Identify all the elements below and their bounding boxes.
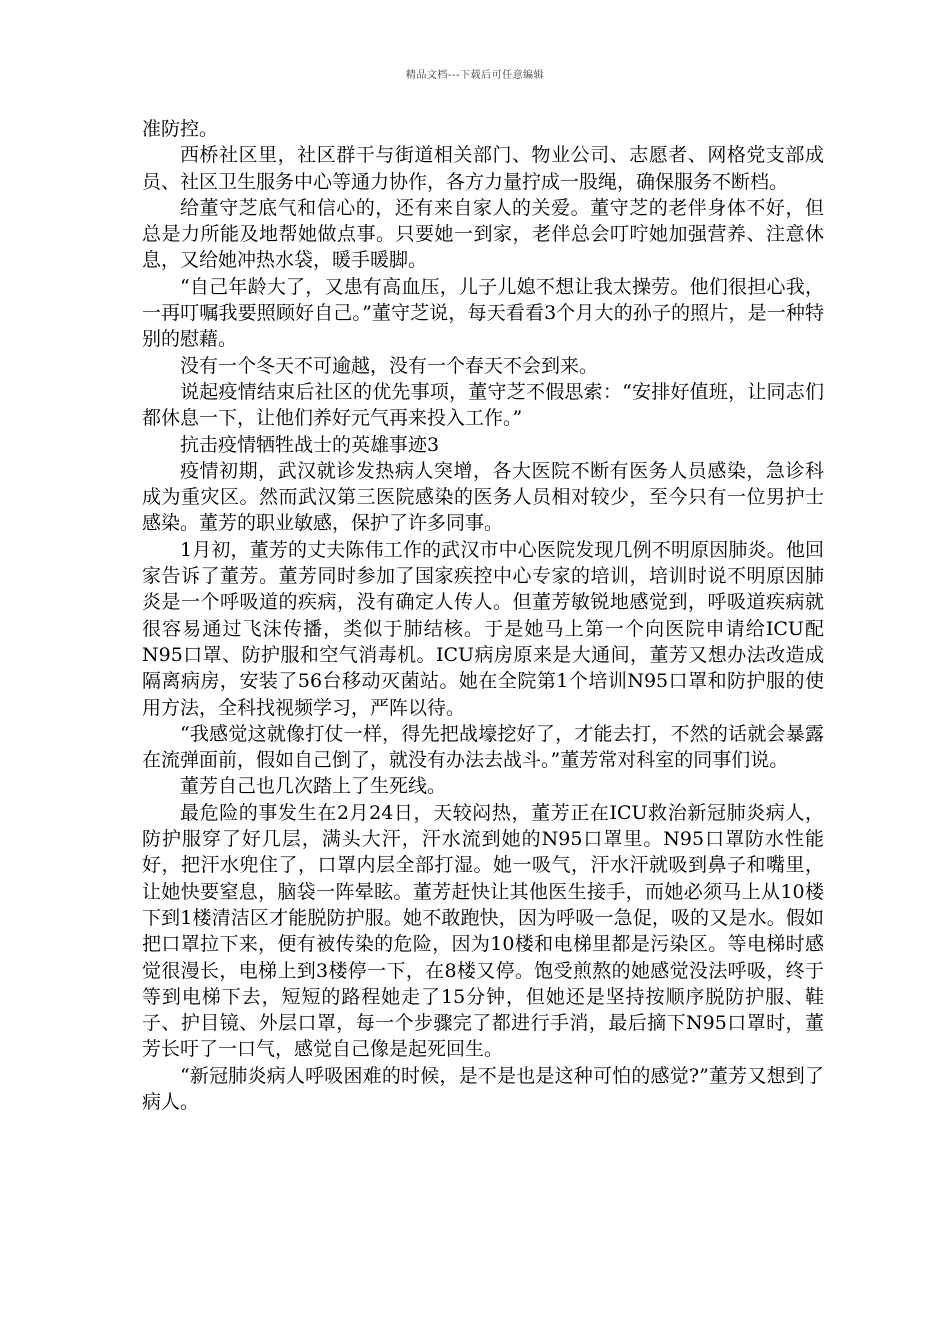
paragraph: “我感觉这就像打仗一样，得先把战壕挖好了，才能去打，不然的话就会暴露在流弹面前，假如自己倒了，就没有办法去战斗。”董芳常对科室的同事们说。 (142, 722, 824, 772)
paragraph: 给董守芝底气和信心的，还有来自家人的关爱。董守芝的老伴身体不好，但总是力所能及地帮她做点事。只要她一到家，老伴总会叮咛她加强营养、注意休息，又给她冲热水袋，暖手暖脚。 (142, 196, 824, 272)
paragraph: 疫情初期，武汉就诊发热病人突增，各大医院不断有医务人员感染，急诊科成为重灾区。然而武汉第三医院感染的医务人员相对较少，至今只有一位男护士感染。董芳的职业敏感，保护了许多同事。 (142, 459, 824, 535)
paragraph: “自己年龄大了，又患有高血压，儿子儿媳不想让我太操劳。他们很担心我，一再叮嘱我要照顾好自己。”董守芝说，每天看看3个月大的孙子的照片，是一种特别的慰藉。 (142, 275, 824, 351)
page-header: 精品文档---下载后可任意编辑 (405, 70, 545, 81)
paragraph: 最危险的事发生在2月24日，天较闷热，董芳正在ICU救治新冠肺炎病人，防护服穿了好几层，满头大汗，汗水流到她的N95口罩里。N95口罩防水性能好，把汗水兜住了，口罩内层全部打湿。她一吸气，汗水汗就吸到鼻子和嘴里，让她快要窒息，脑袋一阵晕眩。董芳赶快让其他医生接手，而她必须马上从10楼下到1楼清洁区才能脱防护服。她不敢跑快，因为呼吸一急促，吸的又是水。假如把口罩拉下来，便有被传染的危险，因为10楼和电梯里都是污染区。等电梯时感觉很漫长，电梯上到3楼停一下，在8楼又停。饱受煎熬的她感觉没法呼吸，终于等到电梯下去，短短的路程她走了15分钟，但她还是坚持按顺序脱防护服、鞋子、护目镜、外层口罩，每一个步骤完了都进行手消，最后摘下N95口罩时，董芳长吁了一口气，感觉自己像是起死回生。 (142, 801, 824, 1061)
section-heading: 抗击疫情牺牲战士的英雄事迹3 (180, 433, 440, 456)
paragraph: 说起疫情结束后社区的优先事项，董守芝不假思索：“安排好值班，让同志们都休息一下，让他们养好元气再来投入工作。” (142, 380, 824, 430)
document-body (142, 116, 824, 1115)
paragraph: “新冠肺炎病人呼吸困难的时候，是不是也是这种可怕的感觉?”董芳又想到了病人。 (142, 1064, 824, 1113)
paragraph: 董芳自己也几次踏上了生死线。 (180, 775, 447, 798)
paragraph: 准防控。 (142, 118, 219, 140)
paragraph: 没有一个冬天不可逾越，没有一个春天不会到来。 (180, 354, 599, 377)
paragraph: 西桥社区里，社区群干与街道相关部门、物业公司、志愿者、网格党支部成员、社区卫生服务中心等通力协作，各方力量拧成一股绳，确保服务不断档。 (142, 144, 824, 193)
paragraph: 1月初，董芳的丈夫陈伟工作的武汉市中心医院发现几例不明原因肺炎。他回家告诉了董芳。董芳同时参加了国家疾控中心专家的培训，培训时说不明原因肺炎是一个呼吸道的疾病，没有确定人传人。但董芳敏锐地感觉到，呼吸道疾病就很容易通过飞沫传播，类似于肺结核。于是她马上第一个向医院申请给ICU配N95口罩、防护服和空气消毒机。ICU病房原来是大通间，董芳又想办法改造成隔离病房，安装了56台移动灭菌站。她在全院第1个培训N95口罩和防护服的使用方法，全科找视频学习，严阵以待。 (142, 538, 824, 719)
